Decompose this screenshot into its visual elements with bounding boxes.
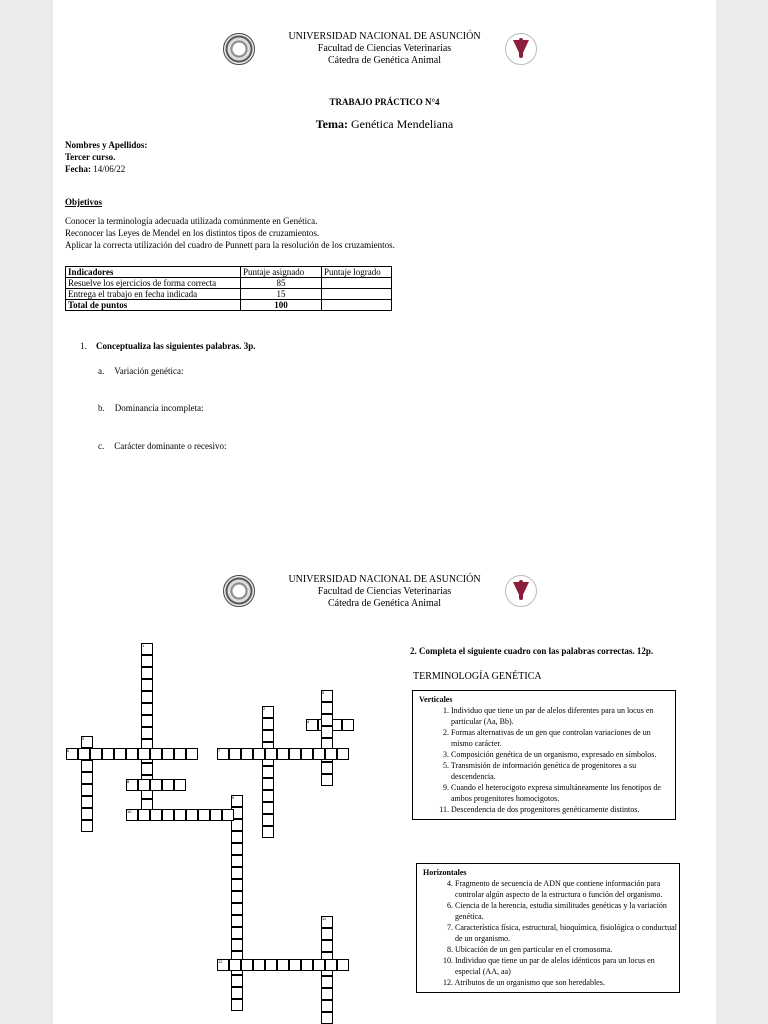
crossword-cell[interactable] xyxy=(321,988,333,1000)
question-number: 1. xyxy=(80,341,87,351)
crossword-cell[interactable] xyxy=(138,809,150,821)
crossword-clue-number: 4 xyxy=(307,719,310,724)
objectives-heading: Objetivos xyxy=(65,197,102,207)
document-page-2 xyxy=(53,560,716,1024)
table-row xyxy=(66,289,392,300)
crossword-cell[interactable] xyxy=(321,762,333,774)
crossword-cell[interactable] xyxy=(141,703,153,715)
crossword-cell[interactable] xyxy=(210,809,222,821)
question-2: 2. Completa el siguiente cuadro con las palabras correctas. 12p. xyxy=(410,646,654,656)
crossword-cell[interactable] xyxy=(141,679,153,691)
list-item: 12. Atributos de un organismo que son heredables. xyxy=(443,978,605,987)
crossword-cell[interactable] xyxy=(231,831,243,843)
crossword-cell[interactable] xyxy=(186,809,198,821)
table-header-cell: Indicadores xyxy=(66,267,241,278)
crossword-cell[interactable] xyxy=(321,774,333,786)
crossword-clue-number: 7 xyxy=(218,748,221,753)
crossword-cell[interactable] xyxy=(262,826,274,838)
list-item: 7. Característica física, estructural, bioquímica, fisiológica o conductual de un organismo. xyxy=(447,923,677,943)
crossword-cell[interactable] xyxy=(231,879,243,891)
crossword-cell[interactable] xyxy=(231,987,243,999)
list-item: 6. Ciencia de la herencia, estudia similitudes genéticas y la variación genética. xyxy=(447,901,667,921)
crossword-cell[interactable] xyxy=(262,790,274,802)
crossword-cell[interactable] xyxy=(231,915,243,927)
crossword-cell[interactable] xyxy=(262,814,274,826)
crossword-cell[interactable] xyxy=(150,748,162,760)
crossword-cell[interactable] xyxy=(231,855,243,867)
crossword-cell[interactable] xyxy=(321,1012,333,1024)
crossword-cell[interactable] xyxy=(321,702,333,714)
university-name: UNIVERSIDAD NACIONAL DE ASUNCIÓN xyxy=(288,574,481,585)
crossword-cell[interactable] xyxy=(231,903,243,915)
crossword-cell[interactable] xyxy=(78,748,90,760)
crossword-cell[interactable] xyxy=(262,778,274,790)
crossword-clue-number: 1 xyxy=(142,643,145,648)
question-points: . 3p. xyxy=(239,341,256,351)
table-cell: Entrega el trabajo en fecha indicada xyxy=(66,289,241,300)
crossword-cell[interactable] xyxy=(321,940,333,952)
crossword-cell[interactable] xyxy=(90,748,102,760)
objective-item: Aplicar la correcta utilización del cuadro de Punnett para la resolución de los cruzamientos. xyxy=(65,240,395,250)
crossword-cell[interactable] xyxy=(141,691,153,703)
question-item-b: b. Dominancia incompleta: xyxy=(98,403,204,413)
crossword-cell[interactable] xyxy=(81,784,93,796)
crossword-clue-number: 9 xyxy=(232,795,235,800)
list-item: 10. Individuo que tiene un par de alelos idénticos para un locus en especial (AA, aa) xyxy=(443,956,655,976)
table-header-cell: Puntaje logrado xyxy=(322,267,392,278)
table-cell[interactable] xyxy=(322,278,392,289)
crossword-clue-number: 3 xyxy=(82,736,85,741)
crossword-cell[interactable] xyxy=(262,802,274,814)
list-item: 3. Composición genética de un organismo, expresado en símbolos. xyxy=(443,750,657,759)
crossword-cell[interactable] xyxy=(126,748,138,760)
crossword-cell[interactable] xyxy=(141,763,153,775)
crossword-cell[interactable] xyxy=(198,809,210,821)
date-label: Fecha: xyxy=(65,164,91,174)
crossword-cell[interactable] xyxy=(141,655,153,667)
crossword-cell[interactable] xyxy=(229,748,241,760)
page-header xyxy=(53,31,716,67)
table-cell: Total de puntos xyxy=(66,300,241,311)
crossword-cell[interactable] xyxy=(162,809,174,821)
faculty-name: Facultad de Ciencias Veterinarias xyxy=(317,586,452,597)
horizontales-box xyxy=(416,863,680,993)
crossword-cell[interactable] xyxy=(253,959,265,971)
crossword-clue-number: 5 xyxy=(322,690,325,695)
crossword-cell[interactable] xyxy=(162,779,174,791)
crossword-cell[interactable] xyxy=(81,820,93,832)
crossword-cell[interactable] xyxy=(262,766,274,778)
table-cell[interactable] xyxy=(322,289,392,300)
crossword-cell[interactable] xyxy=(321,726,333,738)
table-total-row xyxy=(66,300,392,311)
table-cell: 15 xyxy=(241,289,322,300)
question-item-c: c. Carácter dominante o recesivo: xyxy=(98,441,227,451)
crossword-cell[interactable] xyxy=(141,667,153,679)
crossword-cell[interactable] xyxy=(141,727,153,739)
crossword-cell[interactable] xyxy=(337,959,349,971)
crossword-cell[interactable] xyxy=(174,809,186,821)
verticales-box xyxy=(412,690,676,820)
crossword-cell[interactable] xyxy=(241,748,253,760)
faculty-name: Facultad de Ciencias Veterinarias xyxy=(317,43,452,54)
crossword-cell[interactable] xyxy=(313,959,325,971)
crossword-cell[interactable] xyxy=(174,748,186,760)
list-item: 1. Individuo que tiene un par de alelos diferentes para un locus en particular (Aa, Bb). xyxy=(443,706,654,726)
section-subtitle: TERMINOLOGÍA GENÉTICA xyxy=(413,671,542,682)
crossword-cell[interactable] xyxy=(277,959,289,971)
crossword-cell[interactable] xyxy=(321,976,333,988)
table-cell: Resuelve los ejercicios de forma correcta xyxy=(66,278,241,289)
crossword-cell[interactable] xyxy=(342,719,354,731)
verticales-list xyxy=(419,705,673,815)
horizontales-list xyxy=(423,878,677,988)
crossword-cell[interactable] xyxy=(81,772,93,784)
crossword-cell[interactable] xyxy=(313,748,325,760)
crossword-cell[interactable] xyxy=(289,748,301,760)
list-item: 2. Formas alternativas de un gen que controlan variaciones de un mismo carácter. xyxy=(443,728,651,748)
crossword-cell[interactable] xyxy=(231,999,243,1011)
objective-item: Reconocer las Leyes de Mendel en los distintos tipos de cruzamientos. xyxy=(65,228,320,238)
crossword-cell[interactable] xyxy=(321,714,333,726)
crossword-cell[interactable] xyxy=(81,796,93,808)
course-label: Tercer curso. xyxy=(65,152,116,162)
crossword-cell[interactable] xyxy=(321,928,333,940)
crossword-clue-number: 6 xyxy=(67,748,70,753)
crossword-cell[interactable] xyxy=(229,959,241,971)
table-header-row xyxy=(66,267,392,278)
crossword-clue-number: 2 xyxy=(263,706,266,711)
crossword-cell[interactable] xyxy=(325,959,337,971)
date-value: 14/06/22 xyxy=(93,164,126,174)
crossword-cell[interactable] xyxy=(114,748,126,760)
list-item: 8. Ubicación de un gen particular en el cromosoma. xyxy=(447,945,613,954)
crossword-clue-number: 12 xyxy=(218,959,223,964)
crossword-grid xyxy=(53,560,393,1024)
crossword-cell[interactable] xyxy=(231,975,243,987)
crossword-clue-number: 11 xyxy=(322,916,327,921)
crossword-cell[interactable] xyxy=(262,730,274,742)
crossword-cell[interactable] xyxy=(174,779,186,791)
objectives-list xyxy=(65,215,395,251)
list-item: 5. Transmisión de información genética de progenitores a su descendencia. xyxy=(443,761,637,781)
chair-name: Cátedra de Genética Animal xyxy=(327,55,441,66)
crossword-cell[interactable] xyxy=(162,748,174,760)
crossword-cell[interactable] xyxy=(325,748,337,760)
table-cell[interactable] xyxy=(322,300,392,311)
topic-label: Tema: xyxy=(315,117,348,131)
crossword-cell[interactable] xyxy=(301,748,313,760)
table-cell: 85 xyxy=(241,278,322,289)
table-header-cell: Puntaje asignado xyxy=(241,267,322,278)
crossword-cell[interactable] xyxy=(265,959,277,971)
table-row xyxy=(66,278,392,289)
crossword-cell[interactable] xyxy=(231,867,243,879)
document-page-1 xyxy=(53,0,716,560)
crossword-cell[interactable] xyxy=(186,748,198,760)
objective-item: Conocer la terminología adecuada utilizada comúnmente en Genética. xyxy=(65,216,318,226)
names-label: Nombres y Apellidos: xyxy=(65,140,148,150)
crossword-cell[interactable] xyxy=(253,748,265,760)
crossword-cell[interactable] xyxy=(81,760,93,772)
assignment-topic xyxy=(53,117,716,132)
question-item-a: a. Variación genética: xyxy=(98,366,184,376)
crossword-cell[interactable] xyxy=(231,927,243,939)
question-1 xyxy=(80,340,256,352)
list-item: 11. Descendencia de dos progenitores genéticamente distintos. xyxy=(439,805,640,814)
crossword-cell[interactable] xyxy=(150,809,162,821)
crossword-cell[interactable] xyxy=(262,718,274,730)
crossword-cell[interactable] xyxy=(241,959,253,971)
crossword-cell[interactable] xyxy=(222,809,234,821)
crossword-cell[interactable] xyxy=(231,939,243,951)
crossword-cell[interactable] xyxy=(81,808,93,820)
crossword-cell[interactable] xyxy=(138,779,150,791)
question-text: Conceptualiza las siguientes palabras xyxy=(96,341,240,351)
crossword-cell[interactable] xyxy=(321,1000,333,1012)
crossword-cell[interactable] xyxy=(141,715,153,727)
indicators-table xyxy=(65,266,392,311)
crossword-cell[interactable] xyxy=(231,891,243,903)
horizontales-title: Horizontales xyxy=(423,868,467,877)
crossword-cell[interactable] xyxy=(102,748,114,760)
university-name: UNIVERSIDAD NACIONAL DE ASUNCIÓN xyxy=(288,31,481,42)
crossword-cell[interactable] xyxy=(289,959,301,971)
crossword-cell[interactable] xyxy=(277,748,289,760)
crossword-clue-number: 10 xyxy=(127,809,132,814)
table-cell: 100 xyxy=(241,300,322,311)
verticales-title: Verticales xyxy=(419,695,453,704)
list-item: 9. Cuando el heterocigoto expresa simultáneamente los fenotipos de ambos progenitores homocigotos. xyxy=(443,783,661,803)
list-item: 4. Fragmento de secuencia de ADN que contiene información para controlar algún aspecto de la estructura o función del organismo. xyxy=(447,879,663,899)
crossword-cell[interactable] xyxy=(231,843,243,855)
crossword-cell[interactable] xyxy=(337,748,349,760)
crossword-cell[interactable] xyxy=(301,959,313,971)
crossword-cell[interactable] xyxy=(150,779,162,791)
assignment-title: TRABAJO PRÁCTICO N°4 xyxy=(329,97,440,107)
student-info xyxy=(65,139,147,175)
crossword-cell[interactable] xyxy=(138,748,150,760)
topic-value: Genética Mendeliana xyxy=(350,117,454,131)
crossword-clue-number: 8 xyxy=(127,779,130,784)
crossword-cell[interactable] xyxy=(265,748,277,760)
chair-name: Cátedra de Genética Animal xyxy=(327,598,441,609)
